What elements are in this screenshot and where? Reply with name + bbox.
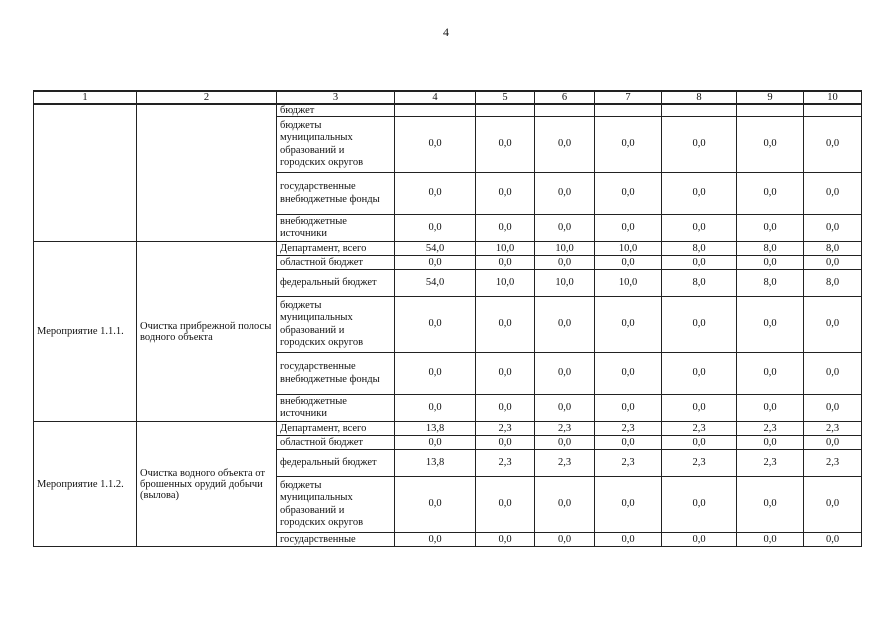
value-cell-col-4: 0,0 — [395, 533, 476, 547]
value-cell-col-6: 0,0 — [535, 395, 595, 422]
funding-source: государственные — [277, 533, 395, 547]
value-cell-col-4: 0,0 — [395, 395, 476, 422]
event-name: Очистка прибрежной полосы водного объекта — [137, 242, 277, 422]
value-cell-col-9: 0,0 — [737, 353, 804, 395]
table-header — [34, 91, 862, 104]
column-header-5: 5 — [476, 91, 535, 104]
value-cell-col-7: 10,0 — [595, 270, 662, 297]
funding-source: Департамент, всего — [277, 422, 395, 436]
funding-source: государственные внебюджетные фонды — [277, 173, 395, 215]
budget-table — [33, 90, 862, 547]
value-cell-col-6: 0,0 — [535, 256, 595, 270]
column-header-6: 6 — [535, 91, 595, 104]
value-cell-col-10: 0,0 — [804, 215, 862, 242]
funding-source: областной бюджет — [277, 436, 395, 450]
value-cell-col-10 — [804, 104, 862, 117]
value-cell-col-9: 0,0 — [737, 256, 804, 270]
value-cell-col-7: 0,0 — [595, 215, 662, 242]
value-cell-col-7 — [595, 104, 662, 117]
value-cell-col-10: 0,0 — [804, 477, 862, 533]
value-cell-col-10: 0,0 — [804, 353, 862, 395]
value-cell-col-10: 8,0 — [804, 270, 862, 297]
value-cell-col-10: 0,0 — [804, 173, 862, 215]
column-header-2: 2 — [137, 91, 277, 104]
value-cell-col-4: 54,0 — [395, 270, 476, 297]
funding-source: внебюджетные источники — [277, 395, 395, 422]
value-cell-col-9: 0,0 — [737, 477, 804, 533]
value-cell-col-8: 0,0 — [662, 117, 737, 173]
value-cell-col-6: 0,0 — [535, 215, 595, 242]
value-cell-col-5: 0,0 — [476, 297, 535, 353]
value-cell-col-6: 10,0 — [535, 270, 595, 297]
value-cell-col-8: 2,3 — [662, 450, 737, 477]
header-row — [34, 91, 862, 104]
value-cell-col-5: 0,0 — [476, 533, 535, 547]
value-cell-col-8: 0,0 — [662, 215, 737, 242]
value-cell-col-10: 0,0 — [804, 436, 862, 450]
value-cell-col-4: 54,0 — [395, 242, 476, 256]
column-header-4: 4 — [395, 91, 476, 104]
table-row — [34, 242, 862, 256]
value-cell-col-8: 8,0 — [662, 242, 737, 256]
value-cell-col-7: 10,0 — [595, 242, 662, 256]
column-header-10: 10 — [804, 91, 862, 104]
value-cell-col-9: 0,0 — [737, 297, 804, 353]
value-cell-col-4 — [395, 104, 476, 117]
value-cell-col-10: 0,0 — [804, 395, 862, 422]
value-cell-col-4: 0,0 — [395, 297, 476, 353]
value-cell-col-7: 0,0 — [595, 436, 662, 450]
funding-source: бюджеты муниципальных образований и городских округов — [277, 477, 395, 533]
value-cell-col-6: 0,0 — [535, 436, 595, 450]
column-header-9: 9 — [737, 91, 804, 104]
funding-source: бюджет — [277, 104, 395, 117]
value-cell-col-5: 0,0 — [476, 256, 535, 270]
value-cell-col-8: 0,0 — [662, 533, 737, 547]
value-cell-col-8: 2,3 — [662, 422, 737, 436]
event-name: Очистка водного объекта от брошенных орудий добычи (вылова) — [137, 422, 277, 547]
value-cell-col-10: 0,0 — [804, 297, 862, 353]
event-name — [137, 104, 277, 242]
value-cell-col-4: 0,0 — [395, 117, 476, 173]
value-cell-col-6: 10,0 — [535, 242, 595, 256]
value-cell-col-7: 2,3 — [595, 422, 662, 436]
event-code: Мероприятие 1.1.1. — [34, 242, 137, 422]
table-body — [34, 104, 862, 547]
value-cell-col-5 — [476, 104, 535, 117]
value-cell-col-9: 2,3 — [737, 422, 804, 436]
table-row — [34, 104, 862, 117]
funding-source: бюджеты муниципальных образований и городских округов — [277, 297, 395, 353]
value-cell-col-6: 2,3 — [535, 450, 595, 477]
value-cell-col-9: 0,0 — [737, 533, 804, 547]
value-cell-col-8: 0,0 — [662, 353, 737, 395]
value-cell-col-10: 0,0 — [804, 117, 862, 173]
value-cell-col-8: 8,0 — [662, 270, 737, 297]
value-cell-col-4: 0,0 — [395, 477, 476, 533]
value-cell-col-5: 0,0 — [476, 353, 535, 395]
value-cell-col-8 — [662, 104, 737, 117]
value-cell-col-9: 8,0 — [737, 242, 804, 256]
value-cell-col-9: 0,0 — [737, 215, 804, 242]
funding-source: бюджеты муниципальных образований и городских округов — [277, 117, 395, 173]
value-cell-col-7: 0,0 — [595, 353, 662, 395]
value-cell-col-5: 0,0 — [476, 173, 535, 215]
event-code: Мероприятие 1.1.2. — [34, 422, 137, 547]
value-cell-col-5: 10,0 — [476, 242, 535, 256]
value-cell-col-7: 0,0 — [595, 117, 662, 173]
value-cell-col-4: 0,0 — [395, 173, 476, 215]
value-cell-col-6: 0,0 — [535, 533, 595, 547]
value-cell-col-8: 0,0 — [662, 297, 737, 353]
value-cell-col-10: 0,0 — [804, 256, 862, 270]
column-header-8: 8 — [662, 91, 737, 104]
funding-source: государственные внебюджетные фонды — [277, 353, 395, 395]
value-cell-col-4: 13,8 — [395, 422, 476, 436]
value-cell-col-9: 0,0 — [737, 436, 804, 450]
funding-source: Департамент, всего — [277, 242, 395, 256]
value-cell-col-8: 0,0 — [662, 395, 737, 422]
value-cell-col-7: 0,0 — [595, 256, 662, 270]
value-cell-col-6: 0,0 — [535, 477, 595, 533]
value-cell-col-5: 10,0 — [476, 270, 535, 297]
value-cell-col-5: 0,0 — [476, 395, 535, 422]
value-cell-col-6 — [535, 104, 595, 117]
value-cell-col-4: 0,0 — [395, 353, 476, 395]
value-cell-col-4: 0,0 — [395, 436, 476, 450]
value-cell-col-7: 0,0 — [595, 395, 662, 422]
value-cell-col-5: 0,0 — [476, 477, 535, 533]
value-cell-col-4: 0,0 — [395, 256, 476, 270]
value-cell-col-10: 0,0 — [804, 533, 862, 547]
value-cell-col-4: 13,8 — [395, 450, 476, 477]
value-cell-col-9: 0,0 — [737, 395, 804, 422]
table-row — [34, 422, 862, 436]
page-number: 4 — [443, 25, 449, 39]
value-cell-col-7: 0,0 — [595, 173, 662, 215]
value-cell-col-7: 0,0 — [595, 297, 662, 353]
value-cell-col-10: 8,0 — [804, 242, 862, 256]
value-cell-col-7: 0,0 — [595, 533, 662, 547]
value-cell-col-6: 0,0 — [535, 117, 595, 173]
value-cell-col-5: 2,3 — [476, 450, 535, 477]
column-header-3: 3 — [277, 91, 395, 104]
funding-source: внебюджетные источники — [277, 215, 395, 242]
value-cell-col-9: 8,0 — [737, 270, 804, 297]
value-cell-col-8: 0,0 — [662, 436, 737, 450]
value-cell-col-6: 0,0 — [535, 353, 595, 395]
funding-source: федеральный бюджет — [277, 270, 395, 297]
value-cell-col-5: 0,0 — [476, 436, 535, 450]
value-cell-col-8: 0,0 — [662, 256, 737, 270]
value-cell-col-7: 0,0 — [595, 477, 662, 533]
value-cell-col-4: 0,0 — [395, 215, 476, 242]
value-cell-col-10: 2,3 — [804, 422, 862, 436]
column-header-1: 1 — [34, 91, 137, 104]
value-cell-col-6: 0,0 — [535, 173, 595, 215]
value-cell-col-9: 0,0 — [737, 117, 804, 173]
value-cell-col-10: 2,3 — [804, 450, 862, 477]
funding-source: областной бюджет — [277, 256, 395, 270]
value-cell-col-5: 2,3 — [476, 422, 535, 436]
value-cell-col-9: 0,0 — [737, 173, 804, 215]
value-cell-col-9: 2,3 — [737, 450, 804, 477]
event-code — [34, 104, 137, 242]
value-cell-col-5: 0,0 — [476, 117, 535, 173]
column-header-7: 7 — [595, 91, 662, 104]
value-cell-col-7: 2,3 — [595, 450, 662, 477]
value-cell-col-6: 0,0 — [535, 297, 595, 353]
value-cell-col-8: 0,0 — [662, 173, 737, 215]
value-cell-col-8: 0,0 — [662, 477, 737, 533]
value-cell-col-6: 2,3 — [535, 422, 595, 436]
funding-source: федеральный бюджет — [277, 450, 395, 477]
value-cell-col-9 — [737, 104, 804, 117]
value-cell-col-5: 0,0 — [476, 215, 535, 242]
